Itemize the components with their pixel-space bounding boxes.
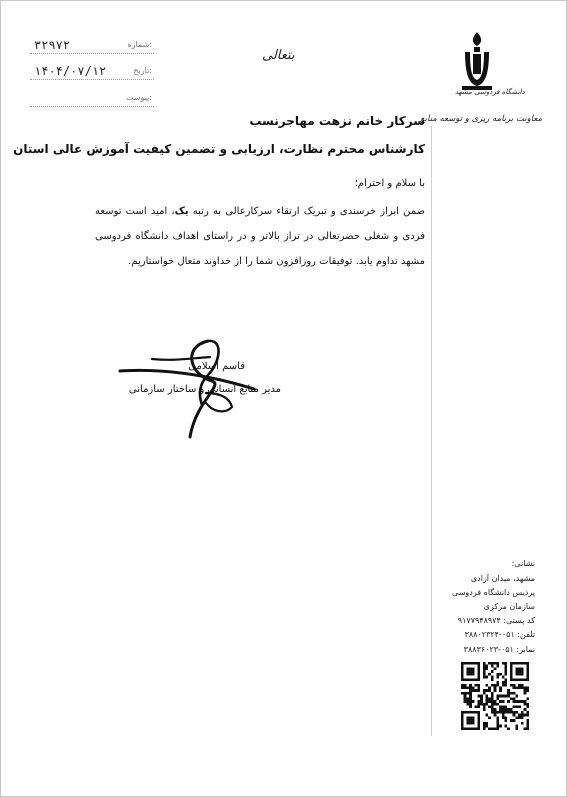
qr-code-icon: [461, 662, 529, 730]
deputy-title: معاونت برنامه ریزی و توسعه منابع: [420, 114, 542, 124]
address-label: نشانی:: [511, 559, 535, 568]
field-rule: [30, 53, 154, 54]
letter-number-field: [30, 40, 154, 56]
field-rule: [30, 79, 154, 80]
postal-code: کد پستی: ۹۱۷۷۹۴۸۹۷۴: [457, 616, 535, 625]
university-name: دانشگاه فردوسی مشهد: [455, 88, 525, 96]
recipient-name: سرکار خانم نزهت مهاجرنسب: [249, 114, 425, 128]
address-line-2: پردیس دانشگاه فردوسی: [452, 588, 535, 597]
letter-date-field: [30, 66, 154, 82]
body-rank-bold: یک: [174, 206, 189, 217]
letter-attachment-field: [30, 93, 154, 109]
number-label: شماره:: [127, 40, 152, 49]
date-value: ۱۴۰۴/۰۷/۱۲: [34, 64, 107, 78]
address-line-3: سازمان مرکزی: [483, 602, 535, 611]
date-label: تاریخ:: [133, 66, 152, 75]
column-divider: [431, 126, 432, 736]
body-text-part2: ، امید است توسعه فردی و شغلی حضرتعالی در تراز بالاتر و در راستای اهداف دانشگاه فردوسی مشهد تداوم یابد. توفیقات روزافزون شما را از خداوند متعال خواستاریم.: [95, 206, 425, 267]
attachment-label: پیوست:: [125, 93, 152, 102]
signatory-name: قاسم اسلامی: [188, 361, 245, 372]
recipient-position: کارشناس محترم نظارت، ارزیابی و تضمین کیفیت آموزش عالی استان: [13, 142, 425, 156]
basmala-heading: بتعالی: [262, 48, 295, 63]
letter-body: [95, 199, 425, 274]
field-rule: [30, 106, 154, 107]
address-line-1: مشهد، میدان آزادی: [470, 574, 535, 583]
phone-number: تلفن: ۰۵۱-۳۸۸۰۲۳۲۴: [464, 630, 535, 639]
fax-number: نمابر: ۰۵۱-۳۸۸۳۶۰۲۳: [463, 645, 535, 654]
number-value: ۳۲۹۷۲: [34, 38, 71, 52]
body-text-part1: ضمن ابراز خرسندی و تبریک ارتقاء سرکارعالی به رتبه: [188, 206, 426, 217]
signatory-title: مدیر منابع انسانی و ساختار سازمانی: [128, 384, 281, 395]
greeting: با سلام و احترام؛: [354, 178, 425, 189]
